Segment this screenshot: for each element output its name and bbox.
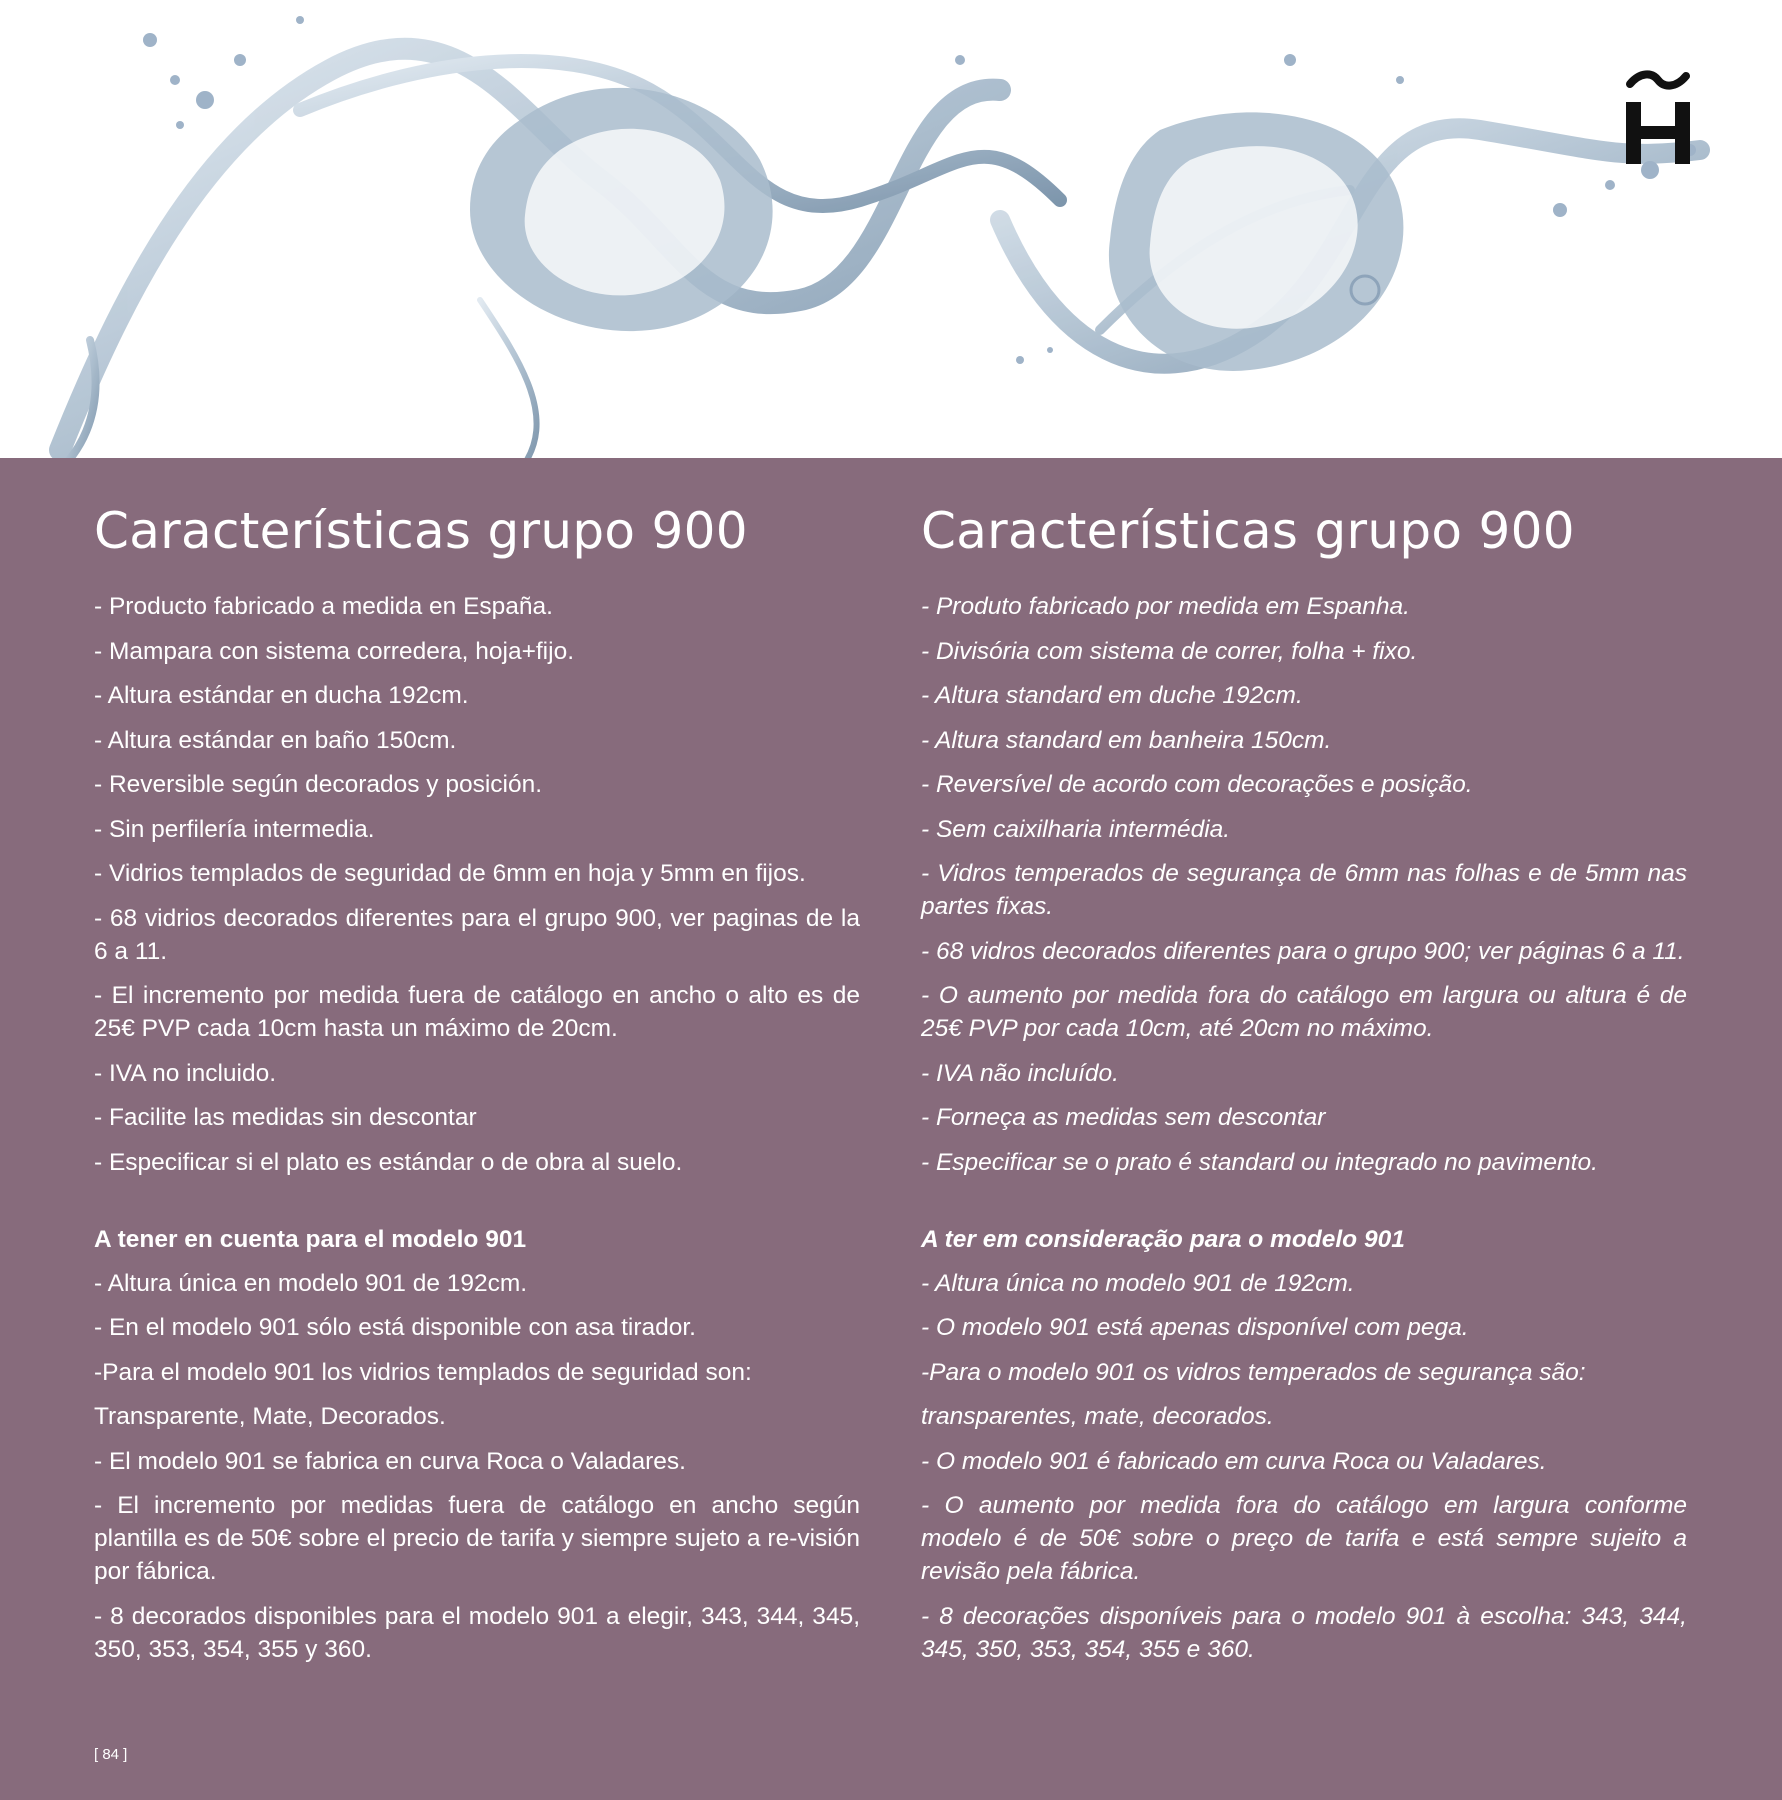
list-item: - 8 decorados disponibles para el modelo 901 a elegir, 343, 344, 345, 350, 353, 354, 355 y 360.	[94, 1602, 860, 1663]
list-item: - Facilite las medidas sin descontar	[94, 1104, 477, 1131]
list-item: - Altura estándar en ducha 192cm.	[94, 682, 469, 709]
list-item: - Sem caixilharia intermédia.	[921, 815, 1231, 843]
list-item: - Reversível de acordo com decorações e posição.	[921, 771, 1473, 798]
content-panel	[0, 458, 1782, 1800]
spanish-title: Características grupo 900	[94, 502, 748, 560]
header-image	[0, 0, 1782, 458]
list-item: -Para el modelo 901 los vidrios templados de seguridad son:	[94, 1358, 752, 1386]
list-item: - Altura standard em duche 192cm.	[921, 682, 1303, 709]
list-item: - Forneça as medidas sem descontar	[921, 1104, 1326, 1131]
list-item: - Divisória com sistema de correr, folha + fixo.	[921, 637, 1418, 665]
list-item: - Sin perfilería intermedia.	[94, 815, 375, 843]
list-item: - Altura única en modelo 901 de 192cm.	[94, 1269, 528, 1297]
list-item: - O aumento por medida fora do catálogo em largura conforme modelo é de 50€ sobre o preço de tarifa e está sempre sujeito a revisão pela fábrica.	[921, 1492, 1687, 1585]
portuguese-model-notes	[921, 1267, 1687, 1666]
list-item: - O modelo 901 está apenas disponível com pega.	[921, 1314, 1469, 1341]
portuguese-feature-list	[921, 590, 1687, 1179]
list-item: - Reversible según decorados y posición.	[94, 771, 543, 798]
list-item: -Para o modelo 901 os vidros temperados de segurança são:	[921, 1358, 1586, 1386]
list-item: - Altura única no modelo 901 de 192cm.	[921, 1269, 1355, 1297]
list-item: - El incremento por medida fuera de catálogo en ancho o alto es de 25€ PVP cada 10cm hasta un máximo de 20cm.	[94, 982, 860, 1042]
list-item: - O modelo 901 é fabricado em curva Roca ou Valadares.	[921, 1447, 1547, 1475]
list-item: - En el modelo 901 sólo está disponible con asa tirador.	[94, 1314, 696, 1341]
list-item: - El incremento por medidas fuera de catálogo en ancho según plantilla es de 50€ sobre el precio de tarifa y siempre sujeto a re-visión por fábrica.	[94, 1492, 860, 1585]
spanish-feature-list	[94, 590, 860, 1179]
list-item: - Producto fabricado a medida en España.	[94, 593, 553, 620]
spanish-model-heading: A tener en cuenta para el modelo 901	[94, 1225, 527, 1253]
list-item: - IVA não incluído.	[921, 1059, 1119, 1087]
list-item: - Altura estándar en baño 150cm.	[94, 726, 457, 754]
list-item: - El modelo 901 se fabrica en curva Roca o Valadares.	[94, 1447, 686, 1475]
portuguese-column	[921, 498, 1687, 1677]
water-splash-icon	[0, 0, 1782, 458]
list-item: - Produto fabricado por medida em Espanha.	[921, 593, 1410, 620]
page-number: [ 84 ]	[94, 1746, 128, 1763]
portuguese-model-heading: A ter em consideração para o modelo 901	[921, 1225, 1405, 1253]
list-item: - Especificar se o prato é standard ou integrado no pavimento.	[921, 1148, 1598, 1176]
list-item: - 68 vidrios decorados diferentes para el grupo 900, ver paginas de la 6 a 11.	[94, 904, 860, 965]
list-item: - Especificar si el plato es estándar o de obra al suelo.	[94, 1148, 683, 1176]
list-item: transparentes, mate, decorados.	[921, 1403, 1274, 1430]
list-item: - O aumento por medida fora do catálogo em largura ou altura é de 25€ PVP por cada 10cm, até 20cm no máximo.	[921, 982, 1687, 1042]
list-item: - IVA no incluido.	[94, 1059, 277, 1087]
list-item: - Vidrios templados de seguridad de 6mm en hoja y 5mm en fijos.	[94, 860, 806, 887]
list-item: Transparente, Mate, Decorados.	[94, 1403, 446, 1430]
portuguese-title: Características grupo 900	[921, 502, 1575, 560]
list-item: - 68 vidros decorados diferentes para o grupo 900; ver páginas 6 a 11.	[921, 937, 1685, 965]
list-item: - 8 decorações disponíveis para o modelo 901 à escolha: 343, 344, 345, 350, 353, 354, 355 e 360.	[921, 1602, 1687, 1663]
spanish-column	[94, 498, 860, 1677]
list-item: - Vidros temperados de segurança de 6mm nas folhas e de 5mm nas partes fixas.	[921, 860, 1687, 920]
spanish-model-notes	[94, 1267, 860, 1666]
list-item: - Altura standard em banheira 150cm.	[921, 726, 1332, 754]
h-tilde-logo-icon	[1618, 68, 1698, 168]
list-item: - Mampara con sistema corredera, hoja+fijo.	[94, 637, 574, 665]
